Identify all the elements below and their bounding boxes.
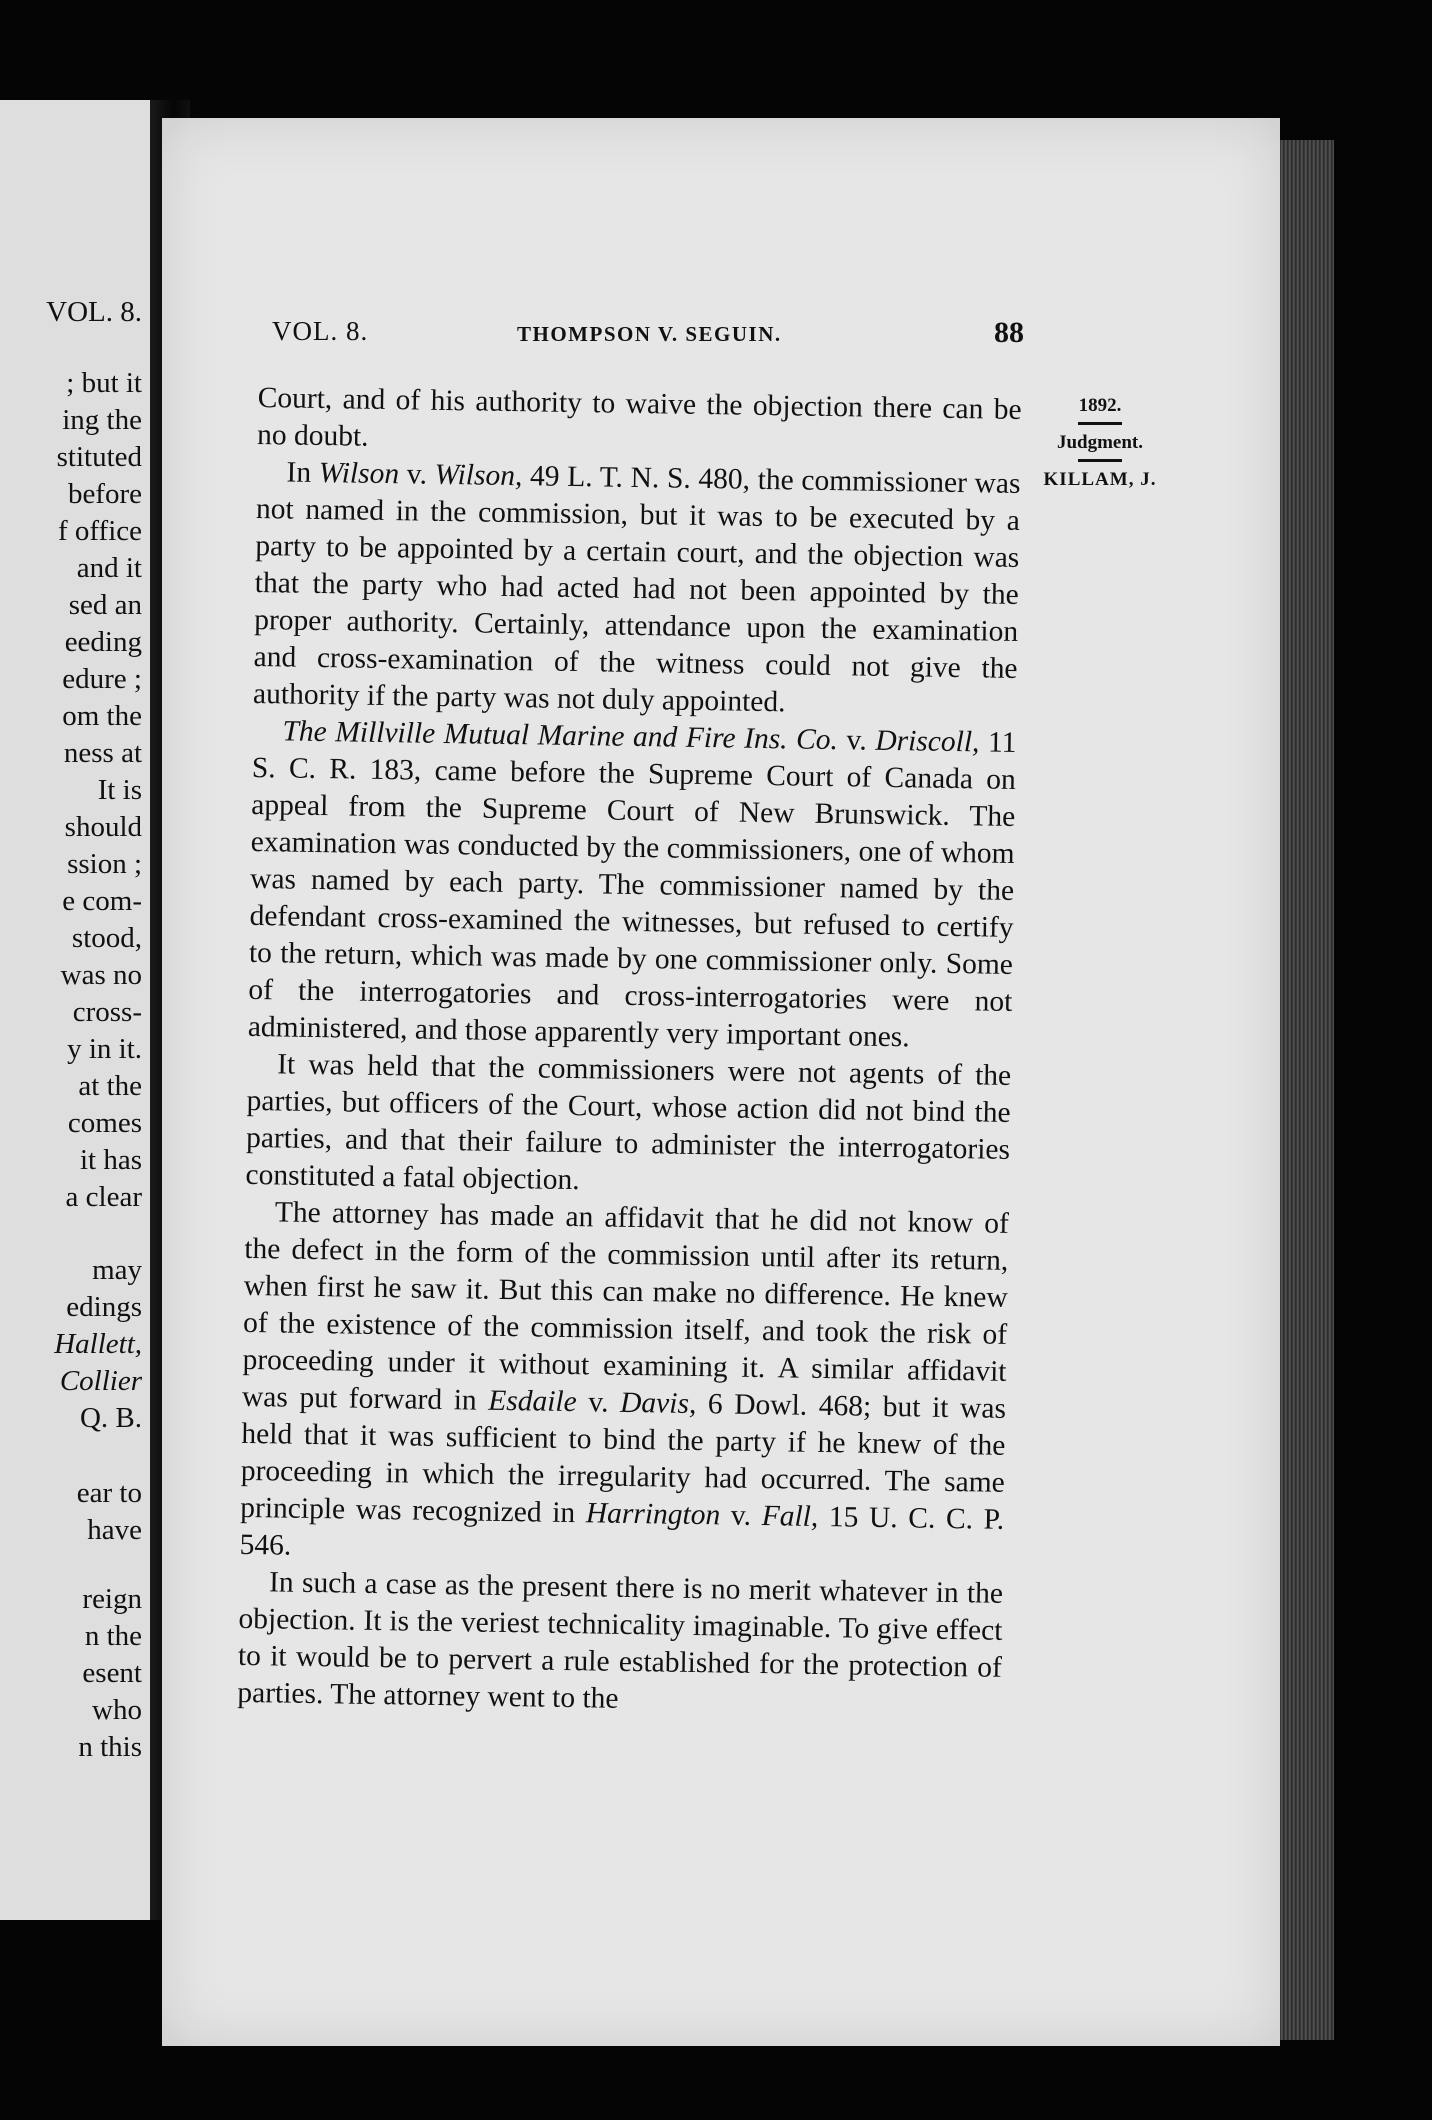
facing-page-line: sed an (68, 589, 142, 621)
facing-page-line: at the (78, 1070, 142, 1102)
facing-page-line: stood, (71, 922, 142, 954)
facing-page-line: ing the (62, 404, 142, 436)
facing-page-line: and it (76, 552, 142, 584)
facing-page-line: ear to (76, 1477, 142, 1509)
facing-page-line: who (92, 1694, 142, 1726)
facing-page-line: ; but it (66, 367, 142, 399)
facing-page-line: eeding (64, 626, 142, 658)
facing-page-line: a clear (65, 1181, 142, 1213)
case-name: Davis, (619, 1386, 697, 1421)
case-name: Wilson, (434, 458, 523, 493)
facing-page-line: y in it. (67, 1033, 142, 1065)
facing-page-line: reign (82, 1583, 142, 1615)
facing-page-line: was no (60, 959, 142, 991)
volume-label: VOL. 8. (272, 316, 369, 346)
margin-section: Judgment. (1056, 432, 1144, 453)
facing-page-line: Hallett, (54, 1328, 142, 1360)
facing-page-line: have (87, 1514, 142, 1546)
facing-page-line: it has (79, 1144, 142, 1176)
case-name: Wilson (318, 456, 400, 491)
paragraph-text: 11 S. C. R. 183, came before the Supreme Court of Canada on appeal from the Supreme Court of New Brunswick. The examination was conducted by the commissioners, one of whom was named by each party. The commissioner named by the defendant cross-examined the witnesses, but refused to certify to the return, which was made by one commissioner only. Some of the interrogatories and cross-interrogatories were not administered, and those apparently very important ones. (247, 726, 1017, 1054)
case-name: Harrington (585, 1497, 721, 1532)
facing-page-line: stituted (56, 441, 142, 473)
facing-page-line: edure ; (62, 663, 142, 695)
case-name: Esdaile (488, 1384, 578, 1419)
facing-page-line: ssion ; (67, 848, 142, 880)
facing-page-line: VOL. 8. (46, 296, 142, 328)
case-name: Driscoll, (875, 724, 980, 759)
page-number: 88 (994, 316, 1024, 349)
facing-page-line: comes (67, 1107, 142, 1139)
facing-page-line: ness at (63, 737, 142, 769)
paragraph-text: The attorney has made an affidavit that he did not know of the defect in the form of the commission until after its return, when first he saw it. But this can make no difference. He knew of the existence of the commission itself, and took the risk of proceeding under it without examining it. A similar affidavit was put forward in (241, 1196, 1010, 1417)
paragraph-2 (253, 454, 1021, 725)
versus: v. (719, 1499, 762, 1533)
case-name: The Millville Mutual Marine and Fire Ins. Co. (282, 715, 839, 757)
body-text (237, 380, 1022, 1724)
paragraph-text: 15 U. C. C. P. 546. (239, 1500, 1005, 1562)
paragraph-6 (237, 1564, 1003, 1724)
paragraph-1 (257, 380, 1022, 466)
facing-page-line: before (67, 478, 142, 510)
margin-rule (1078, 459, 1122, 462)
margin-rule (1078, 422, 1122, 425)
facing-page-line: n the (84, 1620, 142, 1652)
facing-page-line: f office (58, 515, 142, 547)
facing-page-line: om the (62, 700, 142, 732)
paragraph-text: 6 Dowl. 468; but it was held that it was sufficient to bind the party if he knew of the proceeding in which the irregularity had occurred. The same principle was recognized in (240, 1388, 1007, 1530)
facing-page-line: Q. B. (79, 1402, 142, 1434)
paragraph-3 (248, 713, 1017, 1058)
facing-page-line: cross- (72, 996, 142, 1028)
facing-page-line: esent (82, 1657, 142, 1689)
page-edges (1280, 140, 1334, 2040)
facing-page-line: Collier (59, 1365, 142, 1397)
versus: v. (837, 724, 876, 757)
running-title: THOMPSON V. SEGUIN. (517, 322, 782, 346)
running-header (272, 316, 1024, 362)
facing-page-line: edings (66, 1291, 142, 1323)
facing-page-line: It is (97, 774, 142, 806)
margin-notes (1040, 392, 1160, 494)
paragraph-text: It was held that the commissioners were not agents of the parties, but officers of the Court, whose action did not bind the parties, and that their failure to administer the interrogatories constituted a fatal objection. (245, 1048, 1012, 1197)
margin-year: 1892. (1078, 395, 1122, 416)
versus: v. (398, 458, 435, 491)
facing-page-line: e com- (62, 885, 142, 917)
facing-page-line: may (92, 1254, 142, 1286)
case-name: Fall, (761, 1500, 819, 1533)
paragraph-text: Court, and of his authority to waive the objection there can be no doubt. (256, 381, 1022, 453)
paragraph-text: 49 L. T. N. S. 480, the commissioner was not named in the commission, but it was to be executed by a party to be appointed by a certain court, and the objection was that the party who had acted had not been appointed by the proper authority. Certainly, attendance upon the examination and cross-examination of the witness could not give the authority if the party was not duly appointed. (252, 460, 1021, 719)
paragraph-text: In (286, 456, 320, 489)
paragraph-text: In such a case as the present there is no merit whatever in the objection. It is the veriest technicality imaginable. To give effect to it would be to pervert a rule established for the protection of parties. The attorney went to the (237, 1566, 1004, 1715)
facing-page-line: should (64, 811, 142, 843)
facing-page (0, 100, 156, 1920)
paragraph-4 (245, 1046, 1011, 1206)
paragraph-5 (239, 1194, 1009, 1576)
facing-page-line: n this (78, 1731, 142, 1763)
margin-judge: KILLAM, J. (1043, 469, 1157, 490)
versus: v. (576, 1386, 621, 1419)
